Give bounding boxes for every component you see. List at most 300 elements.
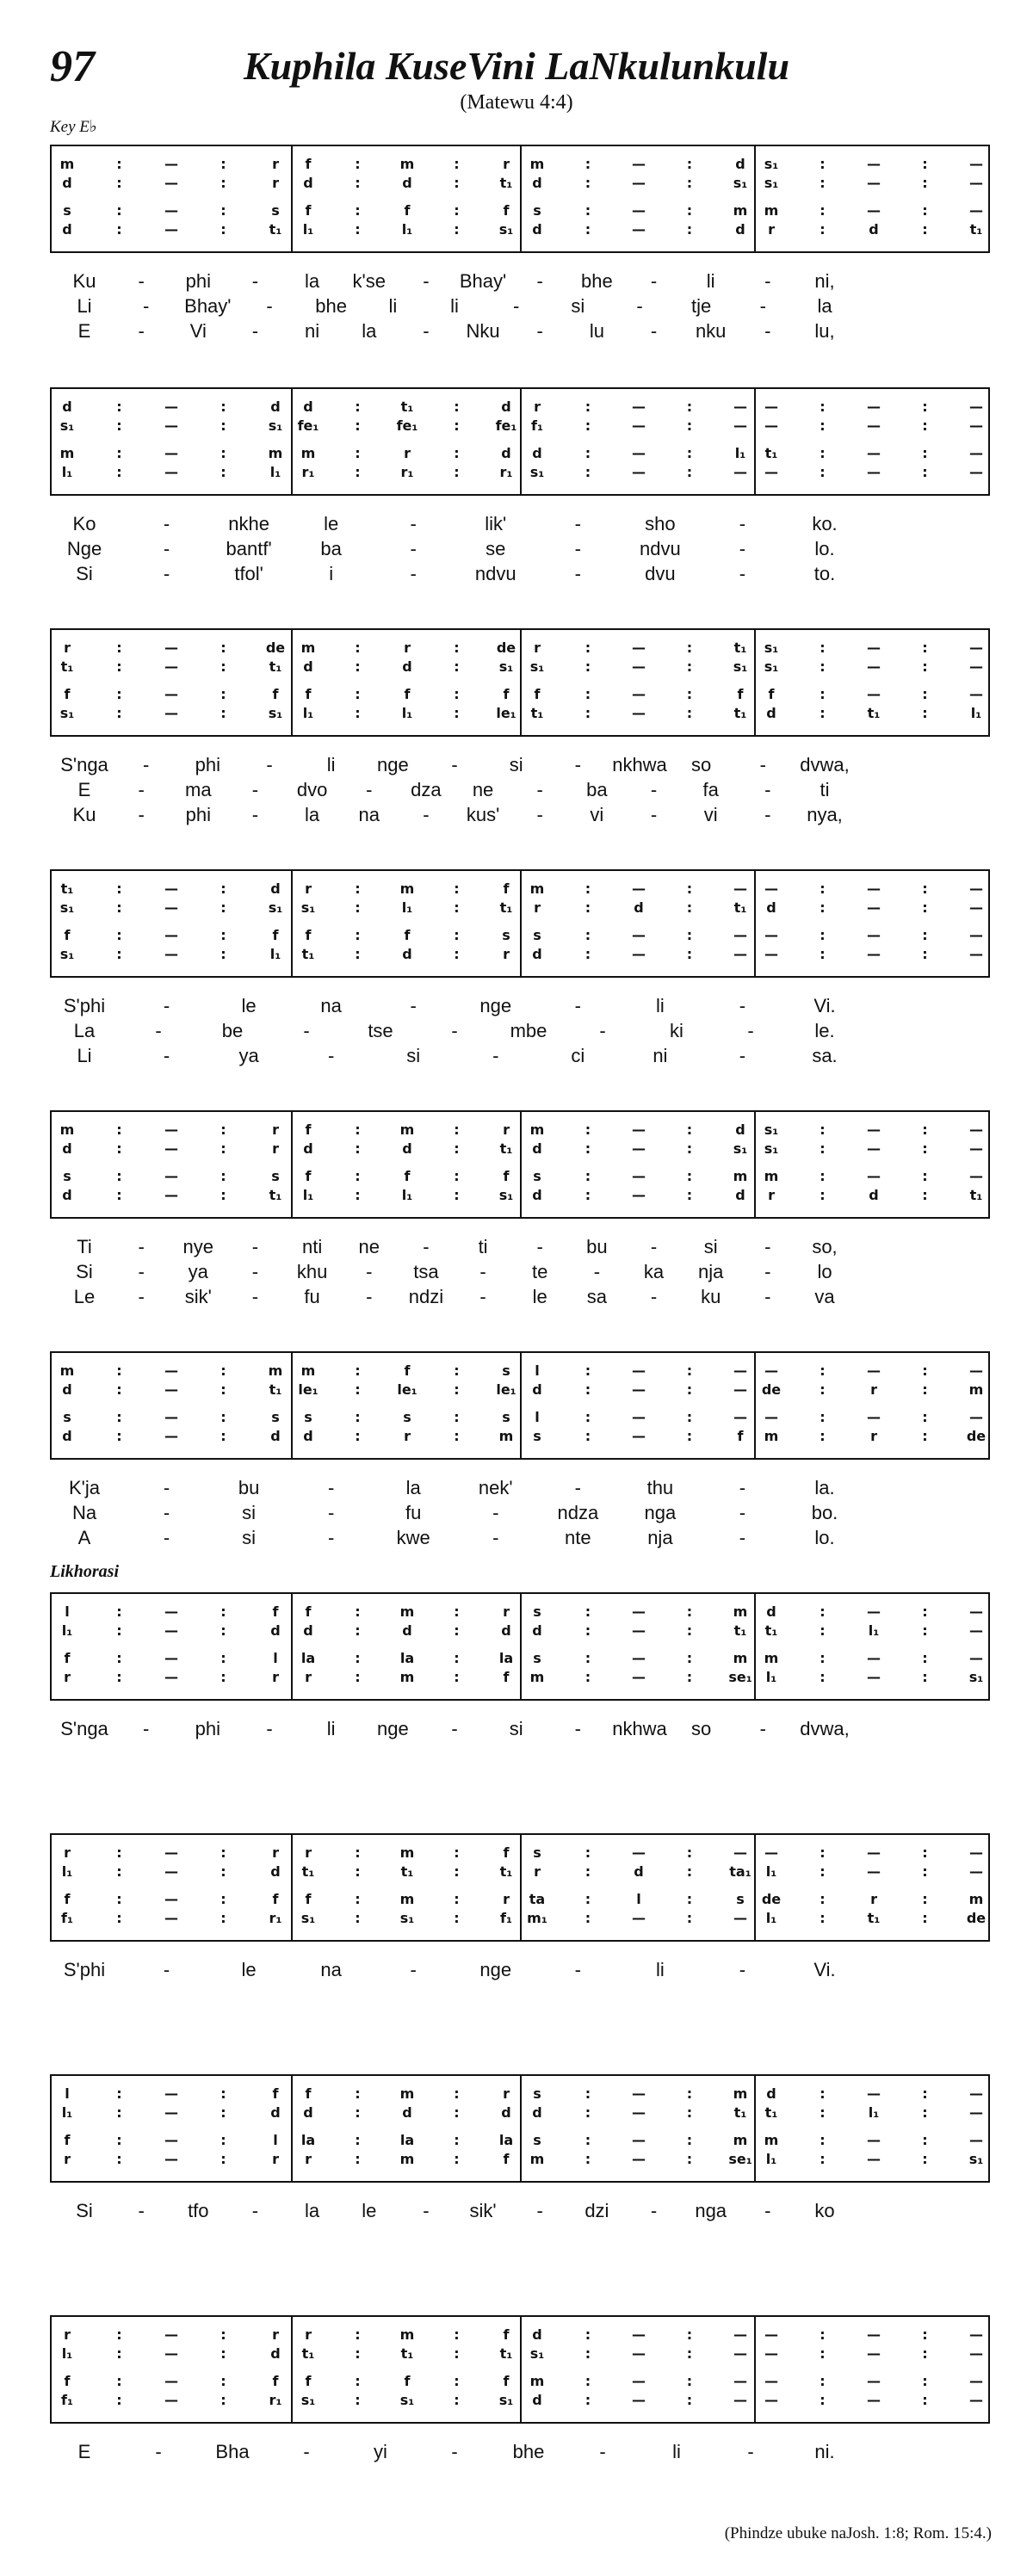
staff-box (50, 628, 990, 737)
lyric-syllable: sho (645, 513, 676, 534)
voice-row: f : — : l (64, 2131, 278, 2148)
lyric-syllable: la (305, 270, 320, 292)
syllable-hyphen: - (739, 1959, 746, 1980)
lyric-line (50, 995, 990, 1019)
lyric-syllable: Na (71, 1502, 97, 1523)
syllable-hyphen: - (451, 2441, 458, 2462)
voice-row: s₁ : l₁ : t₁ (300, 899, 513, 916)
syllable-hyphen: - (142, 754, 150, 775)
lyric-syllable: nja (647, 1527, 673, 1548)
syllable-hyphen: - (423, 320, 430, 342)
lyric-syllable: la (305, 804, 320, 825)
syllable-hyphen: - (410, 995, 417, 1016)
voice-row: l₁ : l₁ : s₁ (302, 1186, 514, 1203)
voice-row: f : f : f (305, 685, 510, 702)
lyric-line (50, 2200, 990, 2224)
syllable-hyphen: - (764, 779, 771, 800)
syllable-hyphen: - (574, 1718, 581, 1739)
lyric-line (50, 779, 990, 803)
voice-row: l₁ : l₁ : s₁ (302, 220, 514, 238)
voice-row: f : — : — (768, 685, 983, 702)
voice-row: s₁ : s₁ : s₁ (300, 2391, 514, 2408)
lyric-syllable: si (242, 1527, 257, 1548)
music-system (50, 1351, 990, 1566)
lyric-syllable: Si (76, 2200, 93, 2221)
voice-row: d : — : — (532, 1381, 747, 1398)
lyric-syllable: nkhwa (612, 1718, 667, 1739)
voice-row: la : la : la (300, 1649, 514, 1666)
syllable-hyphen: - (764, 1261, 771, 1282)
lyric-syllable: li (655, 1959, 665, 1980)
lyric-syllable: Ku (72, 804, 96, 825)
voice-row: m : — : — (764, 1649, 983, 1666)
voice-row: d : — : s₁ (532, 174, 748, 191)
lyric-syllable: lik' (485, 513, 507, 534)
syllable-hyphen: - (251, 320, 259, 342)
lyric-syllable: li (706, 270, 715, 292)
voice-row: d : — : t₁ (62, 1186, 282, 1203)
lyric-syllable: la (305, 2200, 320, 2221)
voice-row: s : — : m (533, 1603, 748, 1620)
voice-row: d : — : t₁ (62, 220, 282, 238)
syllable-hyphen: - (574, 1959, 581, 1980)
syllable-hyphen: - (636, 295, 643, 317)
lyric-syllable: lo. (814, 538, 835, 559)
music-system (50, 145, 990, 360)
measure (291, 1835, 522, 1940)
syllable-hyphen: - (327, 1477, 335, 1498)
voice-row: r : — : r (64, 2326, 279, 2343)
voice-row: l₁ : l₁ : le₁ (302, 704, 516, 721)
lyric-syllable: bhe (581, 270, 613, 292)
syllable-hyphen: - (138, 1236, 145, 1257)
measure (52, 1835, 291, 1940)
measure (52, 1594, 291, 1699)
voice-row: t₁ : — : — (764, 444, 983, 461)
syllable-hyphen: - (492, 1527, 499, 1548)
syllable-hyphen: - (492, 1502, 499, 1523)
lyric-syllable: nge (376, 1718, 409, 1739)
voice-row: f : — : f (64, 2372, 279, 2389)
voice-row: m : — : d (529, 155, 745, 172)
music-system (50, 2074, 990, 2289)
lyric-syllable: phi (185, 804, 211, 825)
syllable-hyphen: - (423, 270, 430, 292)
music-system (50, 1833, 990, 2048)
lyric-syllable: te (532, 1261, 548, 1282)
lyric-syllable: tfol' (234, 563, 263, 584)
lyric-syllable: sa. (812, 1045, 838, 1066)
voice-row: m : — : m (59, 444, 283, 461)
voice-row: m : r : d (300, 444, 511, 461)
voice-row: d : r : m (303, 1427, 514, 1444)
voice-row: d : d : s₁ (303, 658, 514, 675)
voice-row: f : f : f (305, 2372, 510, 2389)
syllable-hyphen: - (764, 804, 771, 825)
voice-row: s : — : f (533, 1427, 744, 1444)
lyric-syllable: tse (368, 1020, 393, 1041)
lyric-line (50, 2441, 990, 2465)
voice-row: r : m : f (305, 1844, 510, 1861)
voice-row: r : d : t₁ (768, 1186, 983, 1203)
voice-row: s₁ : — : — (529, 2344, 747, 2362)
voice-row: s : — : m (533, 1649, 748, 1666)
voice-row: — : — : — (764, 1844, 983, 1861)
voice-row: l₁ : — : l₁ (61, 463, 281, 480)
voice-row: f : m : r (305, 1121, 510, 1138)
syllable-hyphen: - (574, 513, 581, 534)
lyric-syllable: dzi (585, 2200, 609, 2221)
voice-row: s₁ : — : — (764, 155, 983, 172)
syllable-hyphen: - (764, 320, 771, 342)
measure (52, 1112, 291, 1217)
staff-box (50, 2315, 990, 2424)
voice-row: r : m : f (305, 1668, 510, 1685)
syllable-hyphen: - (138, 2200, 145, 2221)
syllable-hyphen: - (138, 1286, 145, 1307)
lyric-syllable: phi (195, 1718, 221, 1739)
voice-row: s₁ : — : s₁ (59, 704, 283, 721)
voice-row: d : — : — (532, 945, 747, 962)
syllable-hyphen: - (138, 804, 145, 825)
lyric-syllable: ni (305, 320, 320, 342)
voice-row: s₁ : s₁ : f₁ (300, 1909, 512, 1926)
lyric-line (50, 320, 990, 344)
voice-row: f : f : s (305, 926, 510, 943)
voice-row: r : — : — (534, 398, 747, 415)
lyric-syllable: lu (589, 320, 604, 342)
lyric-syllable: ko (814, 2200, 835, 2221)
voice-row: r : m : f (305, 880, 510, 897)
syllable-hyphen: - (410, 1959, 417, 1980)
voice-row: — : — : — (764, 398, 983, 415)
lyric-syllable: khu (296, 1261, 328, 1282)
lyric-syllable: ni. (814, 2441, 835, 2462)
voice-row: f₁ : — : r₁ (61, 1909, 282, 1926)
measure (520, 1835, 756, 1940)
lyric-syllable: le (324, 513, 339, 534)
voice-row: l : — : f (65, 1603, 279, 1620)
voice-row: s₁ : — : — (764, 639, 983, 656)
lyric-syllable: ne (472, 779, 494, 800)
lyric-syllable: na (358, 804, 380, 825)
measure (754, 389, 992, 494)
measure (520, 389, 756, 494)
syllable-hyphen: - (327, 1502, 335, 1523)
voice-row: — : — : — (764, 463, 983, 480)
lyric-syllable: la (405, 1477, 421, 1498)
voice-row: m : — : m (59, 1362, 283, 1379)
syllable-hyphen: - (650, 320, 658, 342)
voice-row: r : d : ta₁ (534, 1863, 752, 1880)
voice-row: l₁ : — : d (61, 2344, 281, 2362)
voice-row: f : — : f (64, 1890, 279, 1907)
voice-row: l₁ : — : d (61, 1622, 281, 1639)
voice-row: — : — : — (764, 2326, 983, 2343)
measure (754, 630, 992, 735)
syllable-hyphen: - (759, 1718, 766, 1739)
lyric-syllable: Le (73, 1286, 96, 1307)
lyric-syllable: fu (405, 1502, 422, 1523)
lyric-syllable: S'nga (60, 754, 108, 775)
lyric-syllable: ndvu (474, 563, 516, 584)
syllable-hyphen: - (410, 563, 417, 584)
measure (291, 630, 522, 735)
syllable-hyphen: - (747, 1020, 754, 1041)
voice-row: r : — : de (64, 639, 286, 656)
lyric-syllable: ko. (812, 513, 838, 534)
chorus-label: Likhorasi (50, 1562, 120, 1581)
lyric-syllable: le (532, 1286, 547, 1307)
voice-row: d : d : d (303, 2103, 511, 2121)
lyric-syllable: ndza (557, 1502, 599, 1523)
voice-row: la : la : la (300, 2131, 514, 2148)
voice-row: d : t₁ : d (303, 398, 511, 415)
voice-row: f : — : f (64, 926, 279, 943)
syllable-hyphen: - (739, 563, 746, 584)
syllable-hyphen: - (650, 270, 658, 292)
lyric-syllable: si (406, 1045, 421, 1066)
lyric-syllable: ba (320, 538, 342, 559)
lyric-syllable: nge (479, 995, 512, 1016)
lyric-line (50, 295, 990, 319)
voice-row: m : — : r (59, 1121, 279, 1138)
voice-row: r : m : f (305, 2150, 510, 2167)
syllable-hyphen: - (492, 1045, 499, 1066)
voice-row: t₁ : l₁ : — (764, 1622, 983, 1639)
voice-row: d : — : l₁ (532, 444, 746, 461)
lyric-line (50, 1236, 990, 1260)
lyric-syllable: lo. (814, 1527, 835, 1548)
voice-row: — : — : — (764, 1362, 983, 1379)
voice-row: m₁ : — : — (527, 1909, 747, 1926)
voice-row: m : r : de (764, 1427, 987, 1444)
measure (52, 389, 291, 494)
lyric-syllable: ndzi (408, 1286, 444, 1307)
voice-row: — : — : — (764, 2344, 983, 2362)
lyric-syllable: si (703, 1236, 718, 1257)
music-system (50, 1110, 990, 1325)
lyric-line (50, 1286, 990, 1310)
measure (291, 1353, 522, 1458)
syllable-hyphen: - (251, 804, 259, 825)
lyric-line (50, 754, 990, 778)
lyric-syllable: Vi. (813, 995, 836, 1016)
syllable-hyphen: - (303, 1020, 310, 1041)
measure (291, 1112, 522, 1217)
measure (520, 1353, 756, 1458)
syllable-hyphen: - (536, 270, 543, 292)
voice-row: l₁ : — : d (61, 1863, 281, 1880)
lyric-syllable: na (320, 1959, 342, 1980)
voice-row: de : r : m (761, 1890, 984, 1907)
syllable-hyphen: - (366, 1261, 373, 1282)
lyric-syllable: li (326, 754, 336, 775)
voice-row: s : — : — (533, 1844, 747, 1861)
lyric-line (50, 1477, 990, 1501)
voice-row: t₁ : d : r (301, 945, 510, 962)
lyric-syllable: ni (653, 1045, 668, 1066)
voice-row: s : — : m (533, 1167, 748, 1184)
syllable-hyphen: - (764, 2200, 771, 2221)
voice-row: d : — : r (62, 174, 279, 191)
syllable-hyphen: - (423, 1236, 430, 1257)
measure (52, 871, 291, 976)
syllable-hyphen: - (739, 995, 746, 1016)
voice-row: d : — : — (532, 2326, 747, 2343)
voice-row: m : — : — (764, 2131, 983, 2148)
lyric-syllable: nti (301, 1236, 323, 1257)
lyric-syllable: mbe (510, 1020, 547, 1041)
lyric-syllable: lo (817, 1261, 832, 1282)
lyric-line (50, 270, 990, 294)
syllable-hyphen: - (650, 779, 658, 800)
music-system (50, 387, 990, 602)
voice-row: l : — : — (535, 1362, 747, 1379)
lyric-syllable: fu (304, 1286, 320, 1307)
measure (291, 146, 522, 251)
lyric-syllable: Ko (72, 513, 96, 534)
syllable-hyphen: - (479, 1286, 486, 1307)
lyric-syllable: bhe (315, 295, 348, 317)
syllable-hyphen: - (163, 1959, 170, 1980)
lyric-syllable: nya, (807, 804, 843, 825)
staff-box (50, 1592, 990, 1701)
measure (291, 1594, 522, 1699)
lyric-syllable: ndvu (640, 538, 681, 559)
lyric-syllable: thu (646, 1477, 674, 1498)
scripture-reference: (Matewu 4:4) (460, 91, 573, 114)
lyric-syllable: li (326, 1718, 336, 1739)
lyric-syllable: Vi. (813, 1959, 836, 1980)
measure (52, 146, 291, 251)
syllable-hyphen: - (739, 1477, 746, 1498)
voice-row: d : t₁ : l₁ (766, 704, 982, 721)
lyric-syllable: la. (814, 1477, 835, 1498)
lyric-syllable: ya (188, 1261, 208, 1282)
voice-row: d : — : d (532, 1186, 745, 1203)
voice-row: t₁ : — : t₁ (60, 658, 282, 675)
lyric-syllable: Bhay' (184, 295, 232, 317)
syllable-hyphen: - (764, 1236, 771, 1257)
syllable-hyphen: - (574, 538, 581, 559)
voice-row: m : f : s (300, 1362, 510, 1379)
staff-box (50, 145, 990, 253)
syllable-hyphen: - (650, 2200, 658, 2221)
lyric-syllable: tfo (188, 2200, 209, 2221)
lyric-syllable: K'ja (69, 1477, 100, 1498)
lyric-syllable: Nku (466, 320, 500, 342)
voice-row: f : m : r (305, 1890, 510, 1907)
lyric-line (50, 1527, 990, 1551)
voice-row: — : — : — (764, 417, 983, 434)
syllable-hyphen: - (163, 538, 170, 559)
syllable-hyphen: - (266, 295, 273, 317)
syllable-hyphen: - (599, 2441, 606, 2462)
voice-row: s : — : s (63, 201, 280, 219)
lyric-syllable: li (655, 995, 665, 1016)
syllable-hyphen: - (593, 1261, 601, 1282)
syllable-hyphen: - (479, 1261, 486, 1282)
voice-row: — : — : — (764, 945, 983, 962)
syllable-hyphen: - (512, 295, 520, 317)
syllable-hyphen: - (451, 754, 458, 775)
voice-row: r : — : r (64, 1668, 279, 1685)
voice-row: r : — : t₁ (534, 639, 747, 656)
lyric-syllable: dvwa, (800, 754, 850, 775)
footer-note: (Phindze ubuke naJosh. 1:8; Rom. 15:4.) (724, 2524, 992, 2542)
lyric-syllable: Li (77, 295, 92, 317)
lyric-syllable: ba (586, 779, 608, 800)
lyric-syllable: ti (820, 779, 830, 800)
voice-row: f : — : f (64, 685, 279, 702)
voice-row: f : m : r (305, 155, 510, 172)
voice-row: r : — : r (64, 2150, 279, 2167)
voice-row: — : — : — (764, 1408, 983, 1425)
measure (291, 389, 522, 494)
syllable-hyphen: - (138, 779, 145, 800)
syllable-hyphen: - (410, 513, 417, 534)
lyric-syllable: nek' (478, 1477, 513, 1498)
lyric-syllable: Bhay' (459, 270, 507, 292)
voice-row: d : — : — (766, 1603, 983, 1620)
voice-row: m : — : d (529, 1121, 745, 1138)
voice-row: s : — : s (63, 1408, 280, 1425)
voice-row: d : — : d (62, 1427, 281, 1444)
syllable-hyphen: - (251, 779, 259, 800)
measure (754, 1835, 992, 1940)
lyric-syllable: dza (411, 779, 442, 800)
syllable-hyphen: - (764, 270, 771, 292)
measure (520, 2317, 756, 2422)
lyric-syllable: va (814, 1286, 835, 1307)
syllable-hyphen: - (650, 804, 658, 825)
lyric-syllable: ki (670, 1020, 684, 1041)
voice-row: t₁ : — : t₁ (530, 704, 747, 721)
measure (52, 2076, 291, 2181)
lyric-line (50, 1020, 990, 1044)
voice-row: m : — : — (529, 2372, 747, 2389)
lyric-syllable: bantf' (226, 538, 272, 559)
syllable-hyphen: - (574, 563, 581, 584)
syllable-hyphen: - (451, 1020, 458, 1041)
measure (520, 2076, 756, 2181)
voice-row: t₁ : t₁ : t₁ (301, 2344, 513, 2362)
syllable-hyphen: - (536, 779, 543, 800)
syllable-hyphen: - (163, 563, 170, 584)
measure (52, 630, 291, 735)
voice-row: m : — : se₁ (529, 1668, 752, 1685)
lyric-syllable: ka (643, 1261, 665, 1282)
lyric-syllable: nge (479, 1959, 512, 1980)
syllable-hyphen: - (747, 2441, 754, 2462)
lyric-syllable: k'se (352, 270, 386, 292)
syllable-hyphen: - (138, 1261, 145, 1282)
syllable-hyphen: - (251, 270, 259, 292)
lyric-syllable: ni, (814, 270, 835, 292)
music-system (50, 869, 990, 1084)
lyric-syllable: nte (565, 1527, 591, 1548)
lyric-syllable: Si (76, 563, 93, 584)
syllable-hyphen: - (366, 1286, 373, 1307)
syllable-hyphen: - (599, 1020, 606, 1041)
hymn-number: 97 (50, 42, 95, 91)
lyric-syllable: vi (703, 804, 718, 825)
lyric-syllable: to. (813, 563, 836, 584)
lyric-syllable: li (450, 295, 459, 317)
lyric-syllable: kwe (396, 1527, 430, 1548)
syllable-hyphen: - (138, 270, 145, 292)
